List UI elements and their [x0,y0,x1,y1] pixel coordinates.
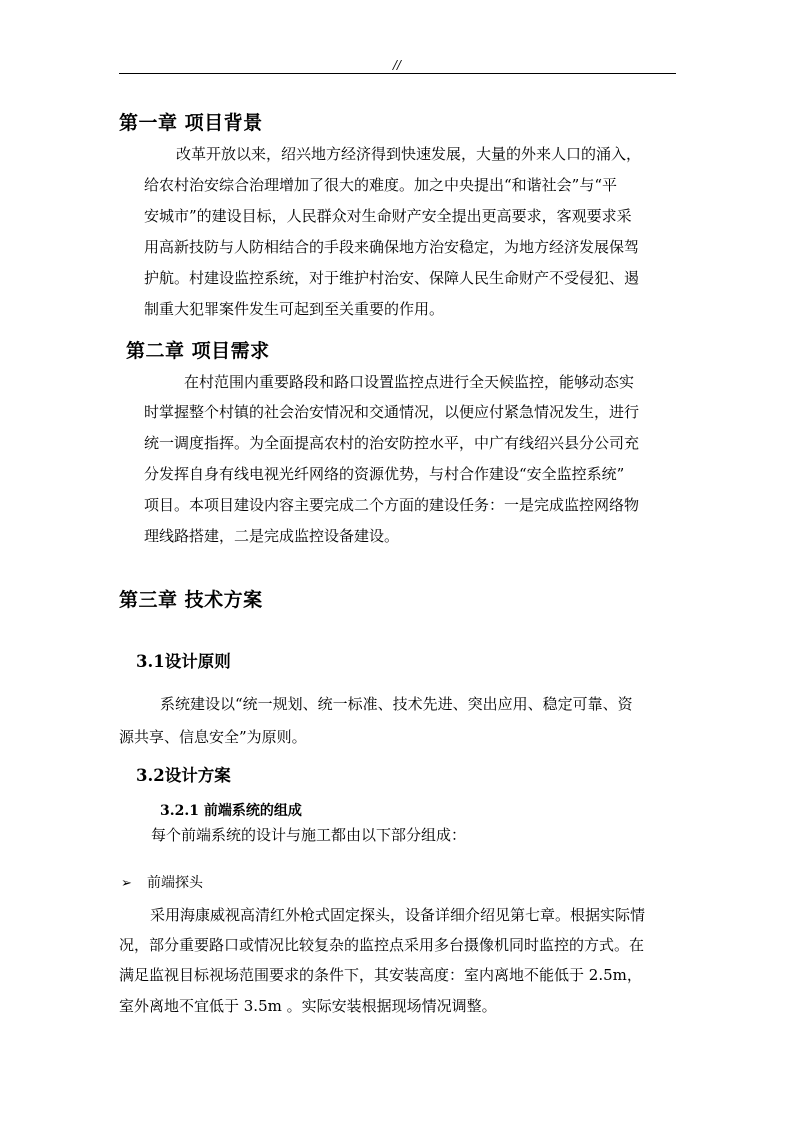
paragraph-line: 给农村治安综合治理增加了很大的难度。加之中央提出“和谐社会”与“平 [144,176,618,194]
paragraph-line: 时掌握整个村镇的社会治安情况和交通情况，以便应付紧急情况发生，进行 [144,403,640,421]
paragraph-line: 系统建设以“统一规划、统一标准、技术先进、突出应用、稳定可靠、资 [160,695,633,713]
chapter-3-title: 第三章 技术方案 [119,589,263,611]
paragraph-line: 护航。村建设监控系统，对于维护村治安、保障人民生命财产不受侵犯、遏 [144,269,640,287]
paragraph-line: 用高新技防与人防相结合的手段来确保地方治安稳定，为地方经济发展保驾 [144,238,640,256]
paragraph-line: 分发挥自身有线电视光纤网络的资源优势，与村合作建设“安全监控系统” [144,465,625,483]
arrow-bullet-icon: ➢ [121,876,132,891]
paragraph-line: 项目。本项目建设内容主要完成二个方面的建设任务：一是完成监控网络物 [144,496,640,514]
paragraph-line: 制重大犯罪案件发生可起到至关重要的作用。 [144,300,445,318]
paragraph-line: 采用海康威视高清红外枪式固定探头，设备详细介绍见第七章。根据实际情 [150,906,646,924]
subsection-3-2-1-intro: 每个前端系统的设计与施工都由以下部分组成： [151,826,467,844]
section-3-2-title: 3.2设计方案 [136,766,231,785]
page-header-mark: // [392,58,402,72]
section-3-1-title: 3.1设计原则 [136,652,231,671]
paragraph-line: 室外离地不宜低于 3.5m 。实际安装根据现场情况调整。 [119,997,497,1015]
paragraph-line: 源共享、信息安全”为原则。 [119,728,307,746]
paragraph-line: 满足监视目标视场范围要求的条件下，其安装高度：室内离地不能低于 2.5m， [119,966,642,984]
paragraph-line: 统一调度指挥。为全面提高农村的治安防控水平，中广有线绍兴县分公司充 [144,434,640,452]
page-header-rule [119,73,676,74]
paragraph-line: 况，部分重要路口或情况比较复杂的监控点采用多台摄像机同时监控的方式。在 [119,936,645,954]
subsection-3-2-1-title: 3.2.1 前端系统的组成 [160,803,302,819]
chapter-2-title: 第二章 项目需求 [126,340,270,362]
bullet-item [121,872,203,892]
chapter-1-title: 第一章 项目背景 [119,112,263,134]
paragraph-line: 安城市”的建设目标，人民群众对生命财产安全提出更高要求，客观要求采 [144,207,632,225]
bullet-label: 前端探头 [147,875,203,891]
paragraph-line: 理线路搭建，二是完成监控设备建设。 [144,527,400,545]
paragraph-line: 改革开放以来，绍兴地方经济得到快速发展，大量的外来人口的涌入， [176,145,642,163]
paragraph-line: 在村范围内重要路段和路口设置监控点进行全天候监控，能够动态实 [184,373,635,391]
